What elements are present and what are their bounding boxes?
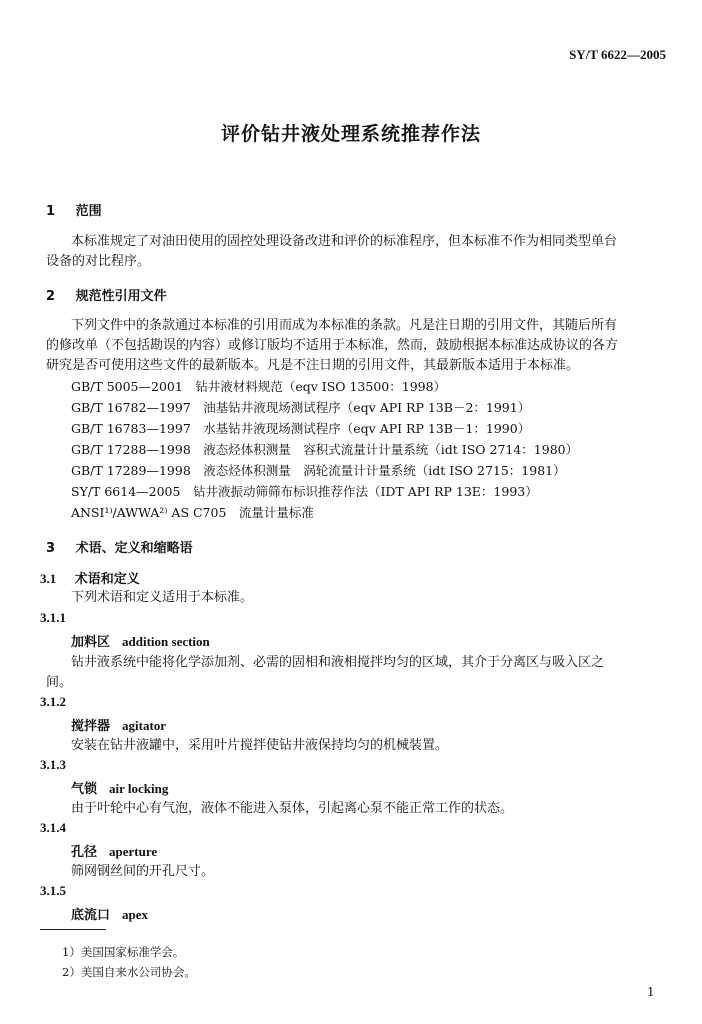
section-number: 3: [46, 541, 56, 556]
term-heading: [71, 904, 148, 923]
footnote: 1）美国国家标准学会。: [62, 945, 185, 959]
term-number: 3.1.1: [40, 610, 66, 625]
reference-item: GB/T 17289—1998 液态烃体积测量 涡轮流量计计量系统（idt ISO 2715：1981）: [71, 463, 566, 478]
definition-line: 钻井液系统中能将化学添加剂、必需的固相和液相搅拌均匀的区域，其介于分离区与吸入区之: [71, 655, 605, 670]
term-number: 3.1.5: [40, 883, 66, 898]
section-title: 范围: [75, 204, 102, 219]
paragraph-line: 研究是否可使用这些文件的最新版本。凡是不注日期的引用文件，其最新版本适用于本标准。: [46, 358, 580, 373]
reference-item: GB/T 16782—1997 油基钻井液现场测试程序（eqv API RP 13B－2：1991）: [71, 400, 531, 415]
section-3-heading: [46, 537, 193, 556]
term-heading: [71, 841, 157, 860]
reference-item: GB/T 17288—1998 液态烃体积测量 容积式流量计计量系统（idt ISO 2714：1980）: [71, 442, 579, 457]
definition-line: 安装在钻井液罐中，采用叶片搅拌使钻井液保持均匀的机械装置。: [71, 738, 449, 753]
section-1-heading: [46, 200, 102, 219]
reference-item: ANSI¹⁾/AWWA²⁾ AS C705 流量计量标准: [71, 505, 314, 520]
paragraph-line: 本标准规定了对油田使用的固控处理设备改进和评价的标准程序，但本标准不作为相同类型单台: [71, 234, 618, 249]
term-en: aperture: [109, 844, 158, 859]
term-cn: 底流口: [71, 908, 111, 923]
term-number: 3.1.4: [40, 820, 66, 835]
term-cn: 搅拌器: [71, 719, 111, 734]
section-2-heading: [46, 285, 167, 304]
term-cn: 孔径: [71, 845, 98, 860]
term-cn: 加料区: [71, 635, 111, 650]
term-en: addition section: [122, 634, 210, 649]
paragraph-line: 的修改单（不包括勘误的内容）或修订版均不适用于本标准，然而，鼓励根据本标准达成协议的各方: [46, 338, 619, 353]
term-cn: 气锁: [71, 782, 98, 797]
footnote: 2）美国自来水公司协会。: [62, 965, 196, 979]
reference-item: GB/T 16783—1997 水基钻井液现场测试程序（eqv API RP 13B－1：1990）: [71, 421, 531, 436]
definition-line: 筛网钢丝间的开孔尺寸。: [71, 864, 215, 879]
paragraph-line: 设备的对比程序。: [46, 254, 151, 269]
reference-item: GB/T 5005—2001 钻井液材料规范（eqv ISO 13500：1998）: [71, 379, 447, 394]
paragraph-line: 下列术语和定义适用于本标准。: [71, 590, 254, 605]
section-number: 2: [46, 289, 56, 304]
section-number: 1: [46, 204, 56, 219]
term-number: 3.1.3: [40, 757, 66, 772]
reference-item: SY/T 6614—2005 钻井液振动筛筛布标识推荐作法（IDT API RP 13E：1993）: [71, 484, 538, 499]
section-title: 规范性引用文件: [75, 289, 167, 304]
subsection-3-1-heading: [40, 568, 140, 587]
term-heading: [71, 715, 166, 734]
definition-line: 由于叶轮中心有气泡，液体不能进入泵体，引起离心泵不能正常工作的状态。: [71, 801, 514, 816]
term-en: agitator: [122, 718, 167, 733]
section-title: 术语、定义和缩略语: [75, 541, 193, 556]
term-heading: [71, 631, 210, 650]
term-en: apex: [122, 907, 149, 922]
subsection-number: 3.1: [40, 571, 57, 586]
term-en: air locking: [109, 781, 169, 796]
paragraph-line: 下列文件中的条款通过本标准的引用而成为本标准的条款。凡是注日期的引用文件，其随后所有: [71, 318, 618, 333]
footnote-separator: [40, 929, 106, 930]
document-title: 评价钻井液处理系统推荐作法: [220, 123, 481, 145]
definition-line: 间。: [46, 675, 73, 690]
standard-code: SY/T 6622—2005: [569, 47, 666, 62]
term-heading: [71, 778, 168, 797]
subsection-title: 术语和定义: [74, 572, 140, 587]
page-number: 1: [647, 985, 655, 999]
term-number: 3.1.2: [40, 694, 66, 709]
